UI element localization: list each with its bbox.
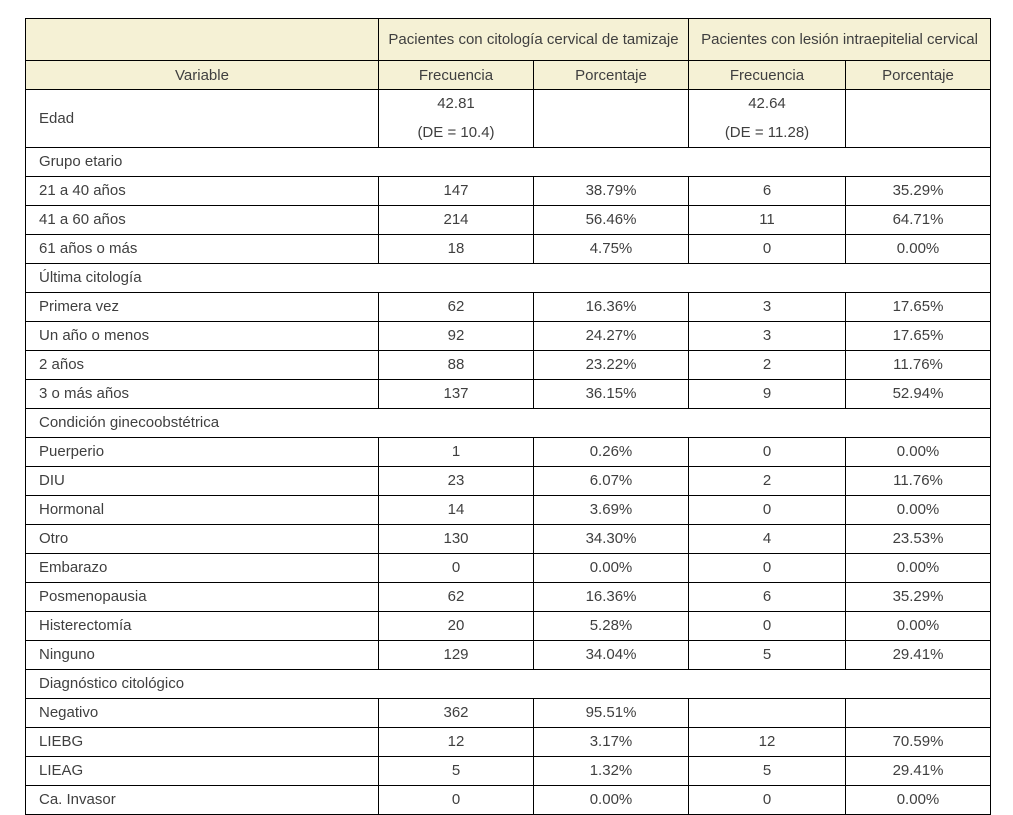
row-label-cell: Edad bbox=[26, 90, 379, 148]
table-row bbox=[26, 786, 991, 815]
corner-header-cell bbox=[26, 19, 379, 61]
value-cell: 62 bbox=[379, 293, 534, 322]
group-header-tamizaje: Pacientes con citología cervical de tamizaje bbox=[379, 19, 689, 61]
value-cell: 52.94% bbox=[846, 380, 991, 409]
section-row bbox=[26, 409, 991, 438]
statistics-table bbox=[25, 18, 991, 815]
value-cell bbox=[846, 90, 991, 148]
value-cell bbox=[379, 90, 534, 148]
value-cell: 11.76% bbox=[846, 351, 991, 380]
value-cell: 6 bbox=[689, 177, 846, 206]
value-cell: 0 bbox=[689, 235, 846, 264]
value-cell: 35.29% bbox=[846, 177, 991, 206]
value-cell: 0.00% bbox=[846, 612, 991, 641]
value-cell: 16.36% bbox=[534, 293, 689, 322]
row-label-cell: Histerectomía bbox=[26, 612, 379, 641]
value-cell: 23.22% bbox=[534, 351, 689, 380]
row-label-cell: Primera vez bbox=[26, 293, 379, 322]
row-label-cell: Otro bbox=[26, 525, 379, 554]
value-cell: 24.27% bbox=[534, 322, 689, 351]
value-cell: 17.65% bbox=[846, 322, 991, 351]
table-row bbox=[26, 438, 991, 467]
value-cell: 34.30% bbox=[534, 525, 689, 554]
section-label: Grupo etario bbox=[26, 148, 991, 177]
value-cell: 3 bbox=[689, 322, 846, 351]
section-row bbox=[26, 670, 991, 699]
value-cell bbox=[534, 90, 689, 148]
group-header-row bbox=[26, 19, 991, 61]
column-header-porcentaje-2: Porcentaje bbox=[846, 61, 991, 90]
value-line: (DE = 10.4) bbox=[417, 124, 495, 141]
value-cell: 95.51% bbox=[534, 699, 689, 728]
value-line: 42.64 bbox=[748, 95, 786, 112]
row-label-cell: LIEAG bbox=[26, 757, 379, 786]
column-header-frecuencia-1: Frecuencia bbox=[379, 61, 534, 90]
value-cell: 0.00% bbox=[846, 235, 991, 264]
table-row bbox=[26, 380, 991, 409]
row-label-cell: 41 a 60 años bbox=[26, 206, 379, 235]
value-line: (DE = 11.28) bbox=[724, 124, 810, 141]
value-cell: 35.29% bbox=[846, 583, 991, 612]
value-cell: 130 bbox=[379, 525, 534, 554]
column-header-variable: Variable bbox=[26, 61, 379, 90]
value-cell: 0 bbox=[689, 554, 846, 583]
value-cell: 6.07% bbox=[534, 467, 689, 496]
value-cell: 0.00% bbox=[534, 554, 689, 583]
value-cell: 11 bbox=[689, 206, 846, 235]
value-cell: 2 bbox=[689, 467, 846, 496]
value-cell: 5 bbox=[689, 757, 846, 786]
value-cell: 0 bbox=[379, 554, 534, 583]
value-cell: 1 bbox=[379, 438, 534, 467]
value-cell: 64.71% bbox=[846, 206, 991, 235]
table-row bbox=[26, 90, 991, 148]
group-header-lesion: Pacientes con lesión intraepitelial cervical bbox=[689, 19, 991, 61]
value-cell: 0.26% bbox=[534, 438, 689, 467]
value-cell: 0.00% bbox=[846, 496, 991, 525]
section-row bbox=[26, 264, 991, 293]
section-label: Condición ginecoobstétrica bbox=[26, 409, 991, 438]
row-label-cell: Negativo bbox=[26, 699, 379, 728]
value-cell bbox=[689, 699, 846, 728]
section-label: Diagnóstico citológico bbox=[26, 670, 991, 699]
table-body bbox=[26, 90, 991, 815]
value-cell: 62 bbox=[379, 583, 534, 612]
table-row bbox=[26, 641, 991, 670]
value-cell: 2 bbox=[689, 351, 846, 380]
table-row bbox=[26, 206, 991, 235]
row-label-cell: 3 o más años bbox=[26, 380, 379, 409]
value-cell: 0.00% bbox=[846, 554, 991, 583]
value-cell: 0 bbox=[689, 612, 846, 641]
value-cell bbox=[846, 699, 991, 728]
value-cell: 0.00% bbox=[534, 786, 689, 815]
value-cell: 16.36% bbox=[534, 583, 689, 612]
value-cell: 0 bbox=[379, 786, 534, 815]
table-row bbox=[26, 467, 991, 496]
value-cell: 18 bbox=[379, 235, 534, 264]
value-cell: 38.79% bbox=[534, 177, 689, 206]
row-label-cell: 21 a 40 años bbox=[26, 177, 379, 206]
value-cell: 3 bbox=[689, 293, 846, 322]
value-cell: 12 bbox=[689, 728, 846, 757]
value-cell: 6 bbox=[689, 583, 846, 612]
value-line: 42.81 bbox=[437, 95, 475, 112]
value-cell: 88 bbox=[379, 351, 534, 380]
value-cell: 0.00% bbox=[846, 438, 991, 467]
value-cell: 5.28% bbox=[534, 612, 689, 641]
row-label-cell: Ninguno bbox=[26, 641, 379, 670]
row-label-cell: Puerperio bbox=[26, 438, 379, 467]
column-header-porcentaje-1: Porcentaje bbox=[534, 61, 689, 90]
value-cell: 0 bbox=[689, 786, 846, 815]
row-label-cell: LIEBG bbox=[26, 728, 379, 757]
value-cell: 14 bbox=[379, 496, 534, 525]
value-cell: 29.41% bbox=[846, 641, 991, 670]
table-header bbox=[26, 19, 991, 90]
table-row bbox=[26, 351, 991, 380]
value-cell: 5 bbox=[379, 757, 534, 786]
value-cell: 34.04% bbox=[534, 641, 689, 670]
value-cell: 36.15% bbox=[534, 380, 689, 409]
table-row bbox=[26, 757, 991, 786]
row-label-cell: 2 años bbox=[26, 351, 379, 380]
table-row bbox=[26, 554, 991, 583]
table-row bbox=[26, 525, 991, 554]
table-row bbox=[26, 583, 991, 612]
table-row bbox=[26, 612, 991, 641]
section-row bbox=[26, 148, 991, 177]
table-row bbox=[26, 293, 991, 322]
value-cell: 137 bbox=[379, 380, 534, 409]
value-cell: 3.69% bbox=[534, 496, 689, 525]
value-cell: 92 bbox=[379, 322, 534, 351]
table-row bbox=[26, 728, 991, 757]
row-label-cell: Un año o menos bbox=[26, 322, 379, 351]
value-cell: 214 bbox=[379, 206, 534, 235]
value-cell: 1.32% bbox=[534, 757, 689, 786]
value-cell: 362 bbox=[379, 699, 534, 728]
row-label-cell: DIU bbox=[26, 467, 379, 496]
value-cell: 9 bbox=[689, 380, 846, 409]
value-cell: 129 bbox=[379, 641, 534, 670]
row-label-cell: Ca. Invasor bbox=[26, 786, 379, 815]
value-cell: 0 bbox=[689, 438, 846, 467]
section-label: Última citología bbox=[26, 264, 991, 293]
value-cell: 3.17% bbox=[534, 728, 689, 757]
row-label-cell: Posmenopausia bbox=[26, 583, 379, 612]
value-cell: 5 bbox=[689, 641, 846, 670]
value-cell: 12 bbox=[379, 728, 534, 757]
value-cell: 17.65% bbox=[846, 293, 991, 322]
table-row bbox=[26, 322, 991, 351]
table-row bbox=[26, 496, 991, 525]
value-cell: 4.75% bbox=[534, 235, 689, 264]
value-cell: 23.53% bbox=[846, 525, 991, 554]
table-row bbox=[26, 177, 991, 206]
value-cell: 70.59% bbox=[846, 728, 991, 757]
row-label-cell: 61 años o más bbox=[26, 235, 379, 264]
value-cell: 0 bbox=[689, 496, 846, 525]
value-cell: 20 bbox=[379, 612, 534, 641]
table-row bbox=[26, 699, 991, 728]
value-cell: 23 bbox=[379, 467, 534, 496]
value-cell: 0.00% bbox=[846, 786, 991, 815]
column-header-row bbox=[26, 61, 991, 90]
value-cell: 147 bbox=[379, 177, 534, 206]
row-label-cell: Embarazo bbox=[26, 554, 379, 583]
value-cell bbox=[689, 90, 846, 148]
value-cell: 11.76% bbox=[846, 467, 991, 496]
row-label-cell: Hormonal bbox=[26, 496, 379, 525]
value-cell: 4 bbox=[689, 525, 846, 554]
table-row bbox=[26, 235, 991, 264]
value-cell: 56.46% bbox=[534, 206, 689, 235]
column-header-frecuencia-2: Frecuencia bbox=[689, 61, 846, 90]
value-cell: 29.41% bbox=[846, 757, 991, 786]
